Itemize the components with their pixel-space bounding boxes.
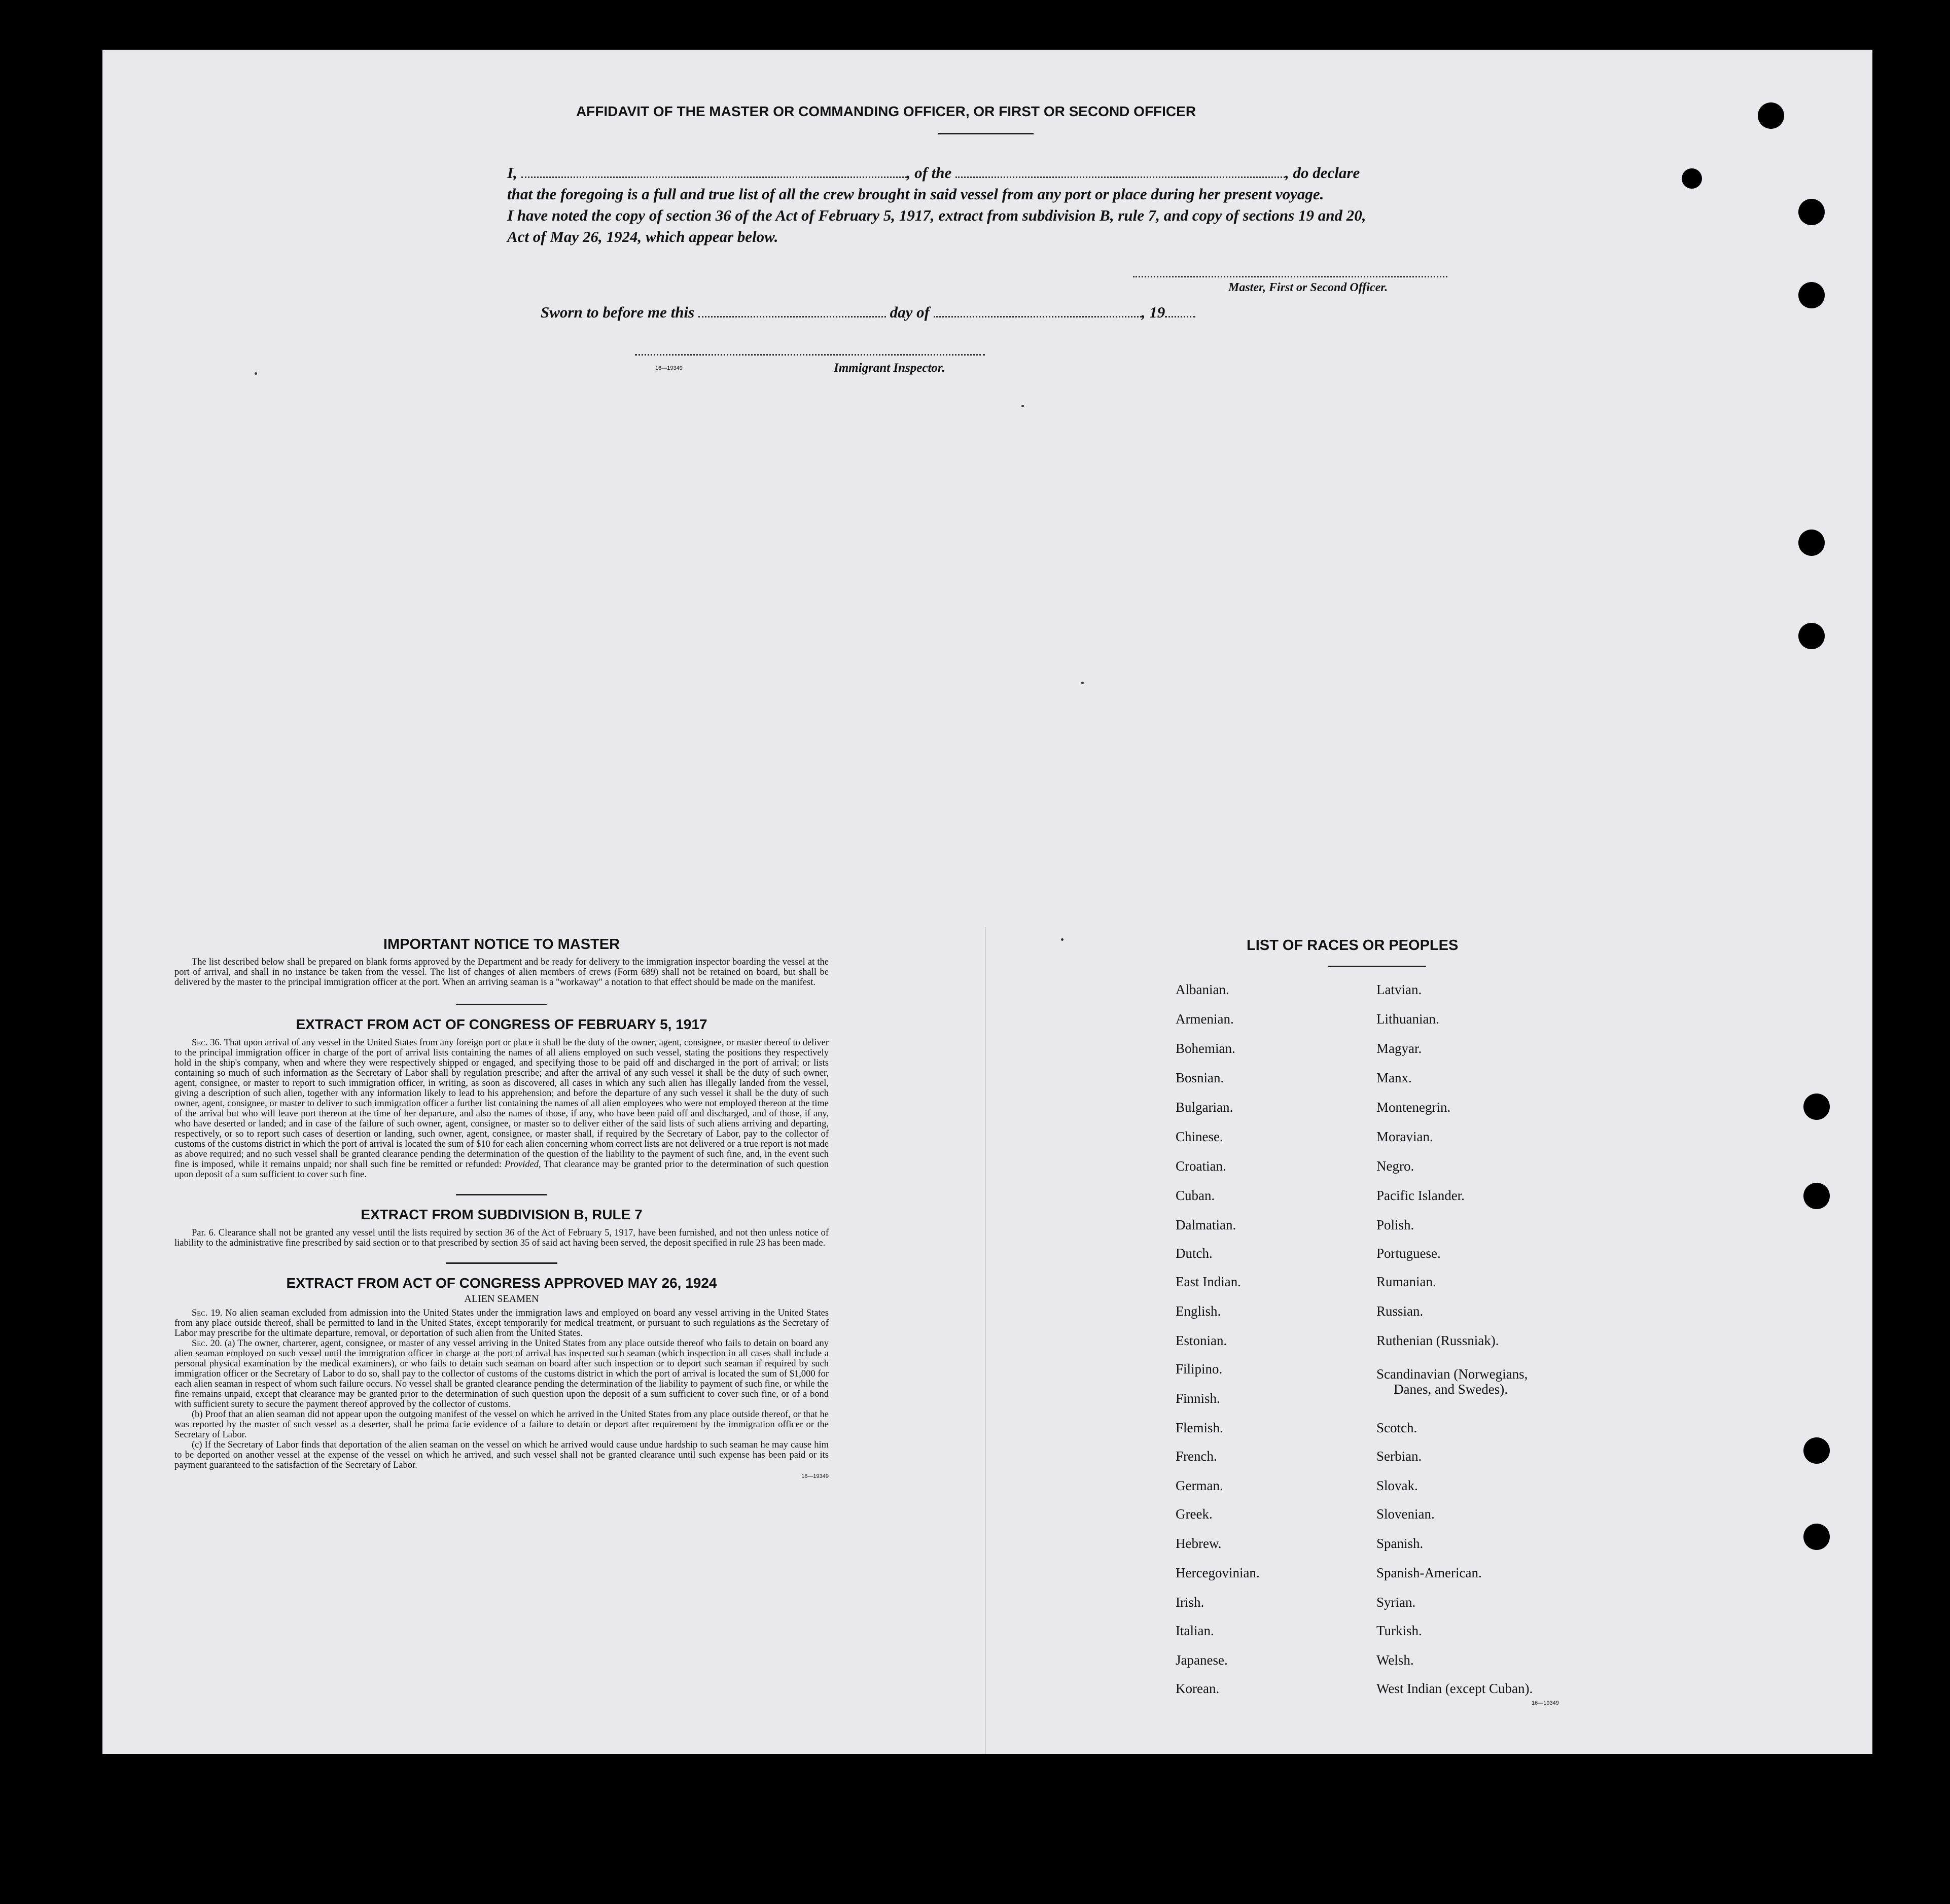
- race-item: Turkish.: [1376, 1623, 1422, 1638]
- inspector-caption: Immigrant Inspector.: [834, 361, 945, 375]
- section-divider: [456, 1194, 547, 1195]
- punch-hole: [1798, 530, 1825, 556]
- sworn-year-prefix: , 19: [1141, 303, 1165, 321]
- form-number: 16—19349: [801, 1473, 829, 1479]
- race-item: Moravian.: [1376, 1129, 1433, 1144]
- speck: [1061, 938, 1063, 941]
- race-item: Hercegovinian.: [1176, 1565, 1260, 1580]
- affidavit-title: AFFIDAVIT OF THE MASTER OR COMMANDING OFFICER, OR FIRST OR SECOND OFFICER: [576, 103, 1196, 119]
- race-item: Cuban.: [1176, 1188, 1215, 1203]
- race-item: Bohemian.: [1176, 1041, 1235, 1056]
- center-fold: [985, 927, 986, 1754]
- race-item: West Indian (except Cuban).: [1376, 1681, 1533, 1696]
- sec-19-label: Sec. 19.: [192, 1308, 223, 1318]
- title-divider: [938, 133, 1034, 134]
- race-item: French.: [1176, 1449, 1217, 1464]
- sec-36-tail: That clearance may be granted prior to the determination of such question upon deposit of a sum sufficient to cover such fine.: [174, 1159, 829, 1180]
- legal-notices: [174, 936, 829, 1479]
- decl-line-3: I have noted the copy of section 36 of the Act of February 5, 1917, extract from subdivision B, rule 7, and copy of sections 19 and 20,: [507, 206, 1366, 224]
- decl-line-4: Act of May 26, 1924, which appear below.: [507, 228, 778, 245]
- sec-20b-body: (b) Proof that an alien seaman did not appear upon the outgoing manifest of the vessel on which he arrived in the United States from any place outside thereof, or that he was reported by the master of such vessel as a deserter, shall be prima facie evidence of a failure to detain or deport after requirement by the immigration officer or the Secretary of Labor.: [174, 1409, 829, 1440]
- race-item: Hebrew.: [1176, 1536, 1222, 1551]
- decl-line-2: that the foregoing is a full and true list of all the crew brought in said vessel from any port or place during her present voyage.: [507, 185, 1324, 203]
- inspector-signature-line[interactable]: [635, 354, 985, 356]
- officer-signature-line[interactable]: [1133, 276, 1447, 277]
- race-item: Syrian.: [1376, 1595, 1416, 1610]
- races-divider: [1328, 966, 1426, 967]
- race-item: Scandinavian (Norwegians,: [1376, 1366, 1528, 1382]
- race-item: Estonian.: [1176, 1333, 1227, 1348]
- race-item: Armenian.: [1176, 1011, 1234, 1027]
- sworn-prefix: Sworn to before me this: [541, 303, 695, 321]
- extract-1924-title: EXTRACT FROM ACT OF CONGRESS APPROVED MAY 26, 1924: [286, 1275, 717, 1291]
- sec-20-label: Sec. 20.: [192, 1338, 222, 1349]
- race-item: Serbian.: [1376, 1449, 1422, 1464]
- extract-1917-body: [174, 1038, 829, 1180]
- punch-hole: [1803, 1437, 1830, 1464]
- extract-1917-title: EXTRACT FROM ACT OF CONGRESS OF FEBRUARY 5, 1917: [296, 1016, 707, 1032]
- provided-word: Provided,: [504, 1159, 541, 1170]
- race-item: Spanish.: [1376, 1536, 1424, 1551]
- form-number: 16—19349: [655, 365, 683, 371]
- race-item: Irish.: [1176, 1595, 1204, 1610]
- punch-hole: [1798, 282, 1825, 308]
- sec-36-label: Sec. 36.: [192, 1038, 222, 1048]
- section-divider: [446, 1262, 557, 1264]
- sec-19-text: No alien seaman excluded from admission into the United States under the immigration laws and employed on board any vessel arriving in the United States from any place outside thereof, shall be permitted to land in the United States, except temporarily for medical treatment, or pursuant to such regulations as the Secretary of Labor may prescribe for the ultimate departure, removal, or deportation of such alien from the United States.: [174, 1308, 829, 1338]
- race-item: German.: [1176, 1478, 1223, 1493]
- punch-hole: [1803, 1094, 1830, 1120]
- race-item: Filipino.: [1176, 1361, 1223, 1377]
- race-item: Slovenian.: [1376, 1506, 1435, 1522]
- decl-i: I,: [507, 164, 517, 182]
- race-item: Flemish.: [1176, 1420, 1223, 1435]
- race-item: Italian.: [1176, 1623, 1214, 1638]
- sworn-month-field[interactable]: [934, 306, 1142, 318]
- race-item: Chinese.: [1176, 1129, 1223, 1144]
- sec-20a-text: (a) The owner, charterer, agent, consignee, or master of any vessel arriving in the United States from any place outside thereof who fails to detain on board any alien seaman employed on such vessel until the immigration officer in charge at the port of arrival has inspected such seaman (which inspection in all cases shall include a personal physical examination by the medical examiners), or who fails to detain such seaman on board after such inspection or to deport such seaman if required by such immigration officer or the Secretary of Labor to do so, shall pay to the collector of customs of the customs district in which the port of arrival is located the sum of $1,000 for each alien seaman in respect of whom such failure occurs. No vessel shall be granted clearance pending the determination of the liability to payment of such fine, or while the fine remains unpaid, except that clearance may be granted prior to the determination of such question upon the deposit of a sum sufficient to cover such fine, or of a bond with sufficient surety to secure the payment thereof approved by the collector of customs.: [174, 1338, 829, 1409]
- race-item: Negro.: [1376, 1158, 1414, 1174]
- race-item: Portuguese.: [1376, 1246, 1441, 1261]
- race-item: Finnish.: [1176, 1391, 1220, 1406]
- race-item: Albanian.: [1176, 982, 1229, 997]
- speck: [1021, 405, 1024, 407]
- punch-hole: [1798, 623, 1825, 649]
- punch-hole: [1682, 168, 1702, 189]
- race-item: Croatian.: [1176, 1158, 1226, 1174]
- speck: [1081, 682, 1084, 684]
- speck: [255, 372, 257, 375]
- sec-20c-body: (c) If the Secretary of Labor finds that deportation of the alien seaman on the vessel on which he arrived would cause undue hardship to such seaman he may cause him to be deported on another vessel at the expense of the vessel on which he arrived, and such vessel shall not be granted clearance until such expense has been paid or its payment guaranteed to the satisfaction of the Secretary of Labor.: [174, 1440, 829, 1470]
- master-name-field[interactable]: [521, 166, 907, 178]
- sec-20a-body: [174, 1338, 829, 1409]
- race-item: English.: [1176, 1303, 1221, 1319]
- extract-rule7-body: Par. 6. Clearance shall not be granted any vessel until the lists required by section 36 of the Act of February 5, 1917, have been furnished, and not then unless notice of liability to the administrative fine prescribed by said section or to that prescribed by section 35 of said act having been served, the deposit specified in rule 23 has been made.: [174, 1228, 829, 1248]
- race-item: Japanese.: [1176, 1652, 1228, 1668]
- races-title: LIST OF RACES OR PEOPLES: [1247, 937, 1459, 954]
- race-item: Bosnian.: [1176, 1070, 1224, 1085]
- race-item: Pacific Islander.: [1376, 1188, 1465, 1203]
- extract-rule7-title: EXTRACT FROM SUBDIVISION B, RULE 7: [361, 1207, 643, 1222]
- race-item: Greek.: [1176, 1506, 1213, 1522]
- sworn-day-field[interactable]: [698, 306, 886, 318]
- officer-signature-caption: Master, First or Second Officer.: [1228, 281, 1388, 294]
- sworn-line: [541, 303, 1195, 322]
- race-item: Latvian.: [1376, 982, 1422, 997]
- race-item: Ruthenian (Russniak).: [1376, 1333, 1499, 1348]
- sec-36-text: That upon arrival of any vessel in the United States from any foreign port or place it shall be the duty of the owner, agent, consignee, or master thereof to deliver to the principal immigration officer in charge of the port of arrival lists containing the names of all aliens employed on such vessel, stating the positions they respectively hold in the ship's company, when and where they were respectively shipped or engaged, and specifying those to be paid off and discharged in the port of arrival; or lists containing so much of such information as the Secretary of Labor shall by regulation prescribe; and after the arrival of any such vessel it shall be the duty of such owner, agent, consignee, or master to report to such immigration officer, in writing, as soon as discovered, all cases in which any such alien has illegally landed from the vessel, giving a description of such alien, together with any information likely to lead to his apprehension; and before the departure of any such vessel it shall be the duty of such owner, agent, consignee, or master to deliver to such immigration officer a further list containing the names of all alien employees who were not employed thereon at the time of the arrival but who will leave port thereon at the time of her departure, and also the names of those, if any, who have been paid off and discharged, and of those, if any, who have deserted or landed; and in case of the failure of such owner, agent, consignee, or master so to deliver either of the said lists of such aliens arriving and departing, respectively, or so to report such cases of desertion or landing, such owner, agent, consignee, or master shall, if required by the Secretary of Labor, pay to the collector of customs of the customs district in which the port of arrival is located the sum of $10 for each alien concerning whom correct lists are not delivered or a true report is not made as above required; and no such vessel shall be granted clearance pending the determination of the question of the liability to the payment of such fine, and, in the event such fine is imposed, while it remains unpaid; nor shall such fine be remitted or refunded:: [174, 1038, 829, 1170]
- race-item: Slovak.: [1376, 1478, 1418, 1493]
- notice-title: IMPORTANT NOTICE TO MASTER: [383, 936, 620, 953]
- race-item: Dutch.: [1176, 1246, 1213, 1261]
- sworn-year-field[interactable]: [1165, 306, 1195, 318]
- sworn-day-of: day of: [890, 303, 930, 321]
- notice-body: The list described below shall be prepared on blank forms approved by the Department and be ready for delivery to the immigration inspector boarding the vessel at the port of arrival, and shall in no instance be taken from the vessel. The list of changes of alien members of crews (Form 689) shall not be retained on board, but shall be delivered by the master to the principal immigration officer at the port. When an arriving seaman is a "workaway" a notation to that effect should be made on the manifest.: [174, 957, 829, 988]
- section-divider: [456, 1004, 547, 1005]
- punch-hole: [1758, 102, 1784, 129]
- race-item: Russian.: [1376, 1303, 1424, 1319]
- race-item: Magyar.: [1376, 1041, 1422, 1056]
- alien-seamen-subtitle: ALIEN SEAMEN: [464, 1293, 539, 1304]
- punch-hole: [1798, 199, 1825, 225]
- race-item: Lithuanian.: [1376, 1011, 1439, 1027]
- decl-do-declare: , do declare: [1285, 164, 1360, 182]
- affidavit-declaration: [507, 162, 1471, 248]
- punch-hole: [1803, 1524, 1830, 1550]
- form-sheet: [102, 50, 1872, 1754]
- form-number: 16—19349: [1532, 1700, 1559, 1706]
- race-item: Bulgarian.: [1176, 1100, 1233, 1115]
- sec-19-body: [174, 1308, 829, 1338]
- race-item: Danes, and Swedes).: [1394, 1382, 1508, 1397]
- race-item: Dalmatian.: [1176, 1217, 1236, 1232]
- race-item: East Indian.: [1176, 1274, 1241, 1289]
- decl-of-the: , of the: [906, 164, 952, 182]
- race-item: Polish.: [1376, 1217, 1414, 1232]
- vessel-name-field[interactable]: [955, 166, 1285, 178]
- race-item: Korean.: [1176, 1681, 1220, 1696]
- race-item: Montenegrin.: [1376, 1100, 1451, 1115]
- race-item: Scotch.: [1376, 1420, 1417, 1435]
- race-item: Welsh.: [1376, 1652, 1414, 1668]
- race-item: Spanish-American.: [1376, 1565, 1482, 1580]
- race-item: Rumanian.: [1376, 1274, 1436, 1289]
- punch-hole: [1803, 1183, 1830, 1209]
- race-item: Manx.: [1376, 1070, 1412, 1085]
